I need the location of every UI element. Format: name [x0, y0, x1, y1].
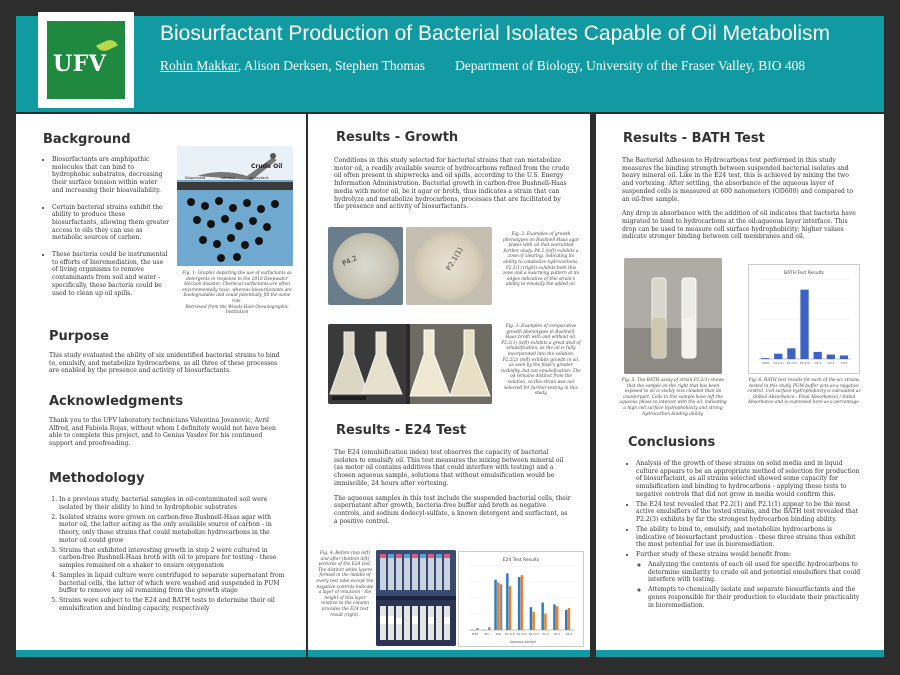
- conclusion-bullet: • The E24 test revealed that P2.2(1) and P2.1(1) appear to be the most active emulsifiers of the tested strains, and the BATH test revealed that P2.2(3) exhibits by far the strongest hydrocarbon binding ability.: [636, 501, 864, 524]
- bar: [840, 355, 848, 359]
- bar: [553, 604, 555, 630]
- acknowledgments-heading: Acknowledgments: [49, 394, 184, 409]
- surfactant-label: surfactant: [249, 175, 269, 180]
- bath-tube-drawing: [624, 258, 722, 374]
- x-tick-label: P2.4: [542, 632, 549, 636]
- e24-chart-xlabel: Aqueous sample: [509, 640, 537, 644]
- x-tick-label: P2.4: [815, 361, 822, 365]
- flask-photos: [328, 324, 492, 404]
- bar: [800, 290, 808, 359]
- bath-chart-title: BATH Test Results: [784, 271, 824, 276]
- x-tick-label: P2.2(1): [516, 632, 528, 636]
- plate-label-right: P2.1(1): [444, 246, 465, 272]
- bar: [774, 354, 782, 359]
- x-tick-label: P2.2(1): [786, 361, 797, 365]
- x-tick-label: P4.1: [828, 361, 835, 365]
- method-step: 5. Strains were subject to the E24 and BATH tests to determine their oil emulsification and binding capacity, respectively: [59, 597, 289, 612]
- fig1-caption-text: Fig. 1: Graphic depicting the use of surfactants as detergents in response to the 2010 Deepwater Horizon disaster. Chemical surfactants are often environmentally toxic, whereas biosurfactants are biodegradable and could potentially fill the same role.: [182, 271, 292, 304]
- bar: [541, 603, 543, 630]
- acknowledgments-text: Thank you to the UFV laboratory technicians Valentina Jovanovic, Avril Alfred, and Fabiola Rojas, without whom I definitely would not have been able to complete this project, and to Genius Vasdev for his continued support and proofreading.: [49, 417, 276, 448]
- conclusions-heading: Conclusions: [628, 435, 716, 450]
- methodology-list: [49, 496, 289, 615]
- bar: [506, 573, 508, 630]
- conclusion-sub-bullet: ◦ Attempts to chemically isolate and separate biosurfactants and the genes responsible for their production to elucidate their practicality in bioremediation.: [648, 586, 864, 609]
- bath-heading: Results - BATH Test: [623, 131, 765, 146]
- method-step: 1. In a previous study, bacterial samples in oil-contaminated soil were isolated by their ability to bind to hydrophobic substrates: [59, 496, 289, 511]
- logo-box: [38, 12, 134, 108]
- middle-column: [308, 114, 590, 657]
- solvent-label: solvent: [221, 175, 235, 180]
- bar: [532, 612, 534, 630]
- e24-chart-title: E24 Test Results: [502, 558, 540, 563]
- x-tick-label: P2.2(3): [799, 361, 811, 365]
- bar: [556, 606, 558, 630]
- e24-chart: [458, 551, 584, 647]
- bath-tube-photo: [624, 258, 722, 374]
- x-tick-label: P4.2: [566, 632, 573, 636]
- x-tick-label: SDS: [495, 632, 502, 636]
- method-step: 2. Isolated strains were grown on carbon-free Bushnell-Haas agar with motor oil, the latter acting as the only available source of carbon - in theory, only those strains that could metabolize hydrocarbons in the motor oil could grow: [59, 514, 289, 545]
- oil-spill-graphic: [177, 146, 293, 266]
- background-bullet: • Biosurfactants are amphipathic molecules that can bind to hydrophobic substrates, decreasing their surface tension within water and increasing their bioavailability.: [52, 156, 170, 195]
- bath-text: [622, 157, 862, 241]
- conclusions-list: [626, 460, 864, 612]
- conclusion-sub-bullet: ◦ Analyzing the contents of each oil used for specific hydrocarbons to determine similarity to crude oil and potential emulsifiers that could interfere with testing.: [648, 561, 864, 584]
- co-authors: , Alison Derksen, Stephen Thomas: [237, 58, 426, 73]
- method-step: 3. Strains that exhibited interesting growth in step 2 were cultured in carbon-free Bushnell-Haas broth with oil to prepare for testing - these samples remained on a shaker to ensure oxygenation: [59, 547, 289, 570]
- poster-title: Biosurfactant Production of Bacterial Isolates Capable of Oil Metabolism: [160, 22, 831, 45]
- fig1-caption: [178, 271, 296, 316]
- bar: [565, 610, 567, 630]
- plate-photo-right: [406, 227, 492, 305]
- bath-paragraph-2: Any drop in absorbance with the addition of oil indicates that bacteria have migrated to bind to hydrocarbons at the oil:aqueous layer interface. This drop can be used to measure cell surface hydrophobicity; higher values indicate stronger binding between cell membranes and oil.: [622, 210, 856, 241]
- flask-drawing: [328, 324, 492, 404]
- growth-heading: Results - Growth: [336, 130, 459, 145]
- e24-tube-drawing: [376, 550, 456, 646]
- e24-paragraph-2: The aqueous samples in this test include the suspended bacterial cells, their supernatant after growth, bacteria-free buffer and broth as negative controls, and sodium dodecyl-sulfate, a known detergent and surfactant, as a positive control.: [334, 494, 571, 525]
- fig4-caption: Fig. 4: Before (top left) and after (bottom left) pictures of the E24 test. The distinct white layers formed in the middle of every test tube except the negative controls indicate a layer of emulsion - the height of this layer relative to the column provides the E24 test result (right).: [316, 551, 374, 618]
- x-tick-label: P2.1(1): [505, 632, 516, 636]
- background-bullet: • Certain bacterial strains exhibit the ability to produce these biosurfactants, allowing them greater access to oils they can use as metabolic sources of carbon.: [52, 204, 170, 243]
- bar: [530, 607, 532, 630]
- crude-oil-label: Crude Oil: [251, 163, 283, 170]
- ufv-logo: [47, 21, 125, 99]
- primary-author: Rohin Makkar: [160, 58, 238, 73]
- fig3-caption: Fig. 3: Examples of comparative growth phenotypes in Bushnell-Haas broth with and without oil. P2.2(1) (left) exhibits a great deal of emulsification, as the oil is fully incorporated into the solution. P2.2(2) (left) exhibits growth in oil, as seen by the flask's greater turbidity, but not emulsification. The oil remains distinct from the solution, so this strain was not selected for further testing in this study.: [501, 324, 581, 397]
- x-tick-label: P2.2(3): [528, 632, 539, 636]
- plate-photo-left: [328, 227, 403, 305]
- bar: [521, 575, 523, 630]
- bar: [787, 348, 795, 359]
- methodology-heading: Methodology: [49, 471, 145, 486]
- middle-column-footer: [308, 650, 590, 657]
- authors-line: [160, 58, 805, 74]
- e24-paragraph-1: The E24 (emulsification index) test observes the capacity of bacterial isolates to emulsify oil. This test measures the mixing between mineral oil (as motor oil contains additives that could interfere with testing) and a chosen aqueous sample, solutions that without emulsification would be immiscible, 24 hours after vortexing.: [334, 449, 564, 487]
- x-tick-label: P2.1(1): [773, 361, 784, 365]
- e24-tube-photos: [376, 550, 456, 646]
- fig2-caption: Fig. 2: Examples of growth phenotypes on Bushnell-Haas agar plates with oil that warranted further study. P4.2 (left) exhibits a zone of clearing, indicating its ability to catabolize hydrocarbons. P2.1(1) (right) exhibits both this zone and a swarming pattern at its edges indicative of this strain's ability to emulsify the added oil.: [502, 232, 580, 288]
- bar: [827, 355, 835, 359]
- conclusion-bullet: [636, 551, 864, 609]
- x-tick-label: PUM: [762, 361, 769, 365]
- bath-paragraph-1: The Bacterial Adhesion to Hydrocarbons test performed in this study measures the binding strength between suspended bacterial isolates and heavy mineral oil. Like in the E24 test, this is achieved by mixing the two and vortexing. After settling, the absorbance of the aqueous layer of suspended cells is measured at 600 nanometers (OD600) and compared to an oil-free sample.: [622, 157, 854, 203]
- bar: [544, 614, 546, 630]
- background-heading: Background: [43, 132, 131, 147]
- bar: [500, 584, 502, 630]
- left-column: [16, 114, 306, 657]
- background-bullet: • These bacteria could be instrumental to efforts of bioremediation, the use of living organisms to remove contaminants from soil and water - specifically, these bacteria could be used to clean up oil spills.: [52, 251, 170, 297]
- e24-text: [334, 449, 572, 525]
- department: Department of Biology, University of the Fraser Valley, BIO 408: [455, 58, 806, 73]
- bar: [494, 580, 496, 630]
- x-tick-label: P4.2: [841, 361, 848, 365]
- plate-label-left: P4.2: [341, 254, 359, 268]
- background-list: [42, 156, 170, 299]
- bar: [497, 582, 499, 630]
- right-column: [596, 114, 884, 657]
- conclusion-bullet: • Analysis of the growth of these strains on solid media and in liquid culture appears to be an appropriate method of selection for production of biosurfactant, as all strains selected showed some capacity for emulsification and binding to hydrocarbons - applying these tests to negative controls that did not grow in media would confirm this.: [636, 460, 864, 499]
- e24-heading: Results - E24 Test: [336, 423, 467, 438]
- purpose-text: This study evaluated the ability of six unidentified bacterial strains to bind to, emulsify, and metabolize hydrocarbons, as all three of these processes are enabled by the presence and activity of biosurfactants.: [49, 352, 280, 375]
- fig1-source: Retrieved from the Woods Hole Oceanographic Institution: [185, 304, 289, 316]
- bar: [518, 577, 520, 630]
- right-column-footer: [596, 650, 884, 657]
- fig5-caption: Fig. 5: The BATH assay of strain P2.2(1) shows that the sample on the right that has been exposed to oil is visibly less clouded than its counterpart. Cells in this sample have left the aqueous phase to interact with the oil, indicating a high cell surface hydrophobicity and strong hydrocarbon binding ability.: [619, 378, 727, 417]
- bar: [814, 352, 822, 359]
- logo-text: UFV: [53, 51, 107, 77]
- method-step: 4. Samples in liquid culture were centrifuged to separate supernatant from bacterial cells, the latter of which were washed and suspended in PUM buffer to remove any oil remaining from the growth stage: [59, 572, 289, 595]
- bath-chart: [748, 264, 860, 374]
- bar: [761, 358, 769, 359]
- bar: [509, 586, 511, 630]
- growth-text: Conditions in this study selected for bacterial strains that can metabolize motor oil, a readily available source of hydrocarbons refined from the crude oil often present in shipwrecks and oil spills, according to the U.S. Energy Information Administration. Bacterial growth in carbon-free Bushnell-Haas media with motor oil, be it agar or broth, thus indicates a strain that can hydrolyze and metabolize hydrocarbons, processes that are facilitated by the presence and activity of biosurfactants.: [334, 157, 570, 211]
- x-tick-label: P4.1: [554, 632, 561, 636]
- conclusion-bullet-text: Further study of these strains would benefit from:: [636, 551, 792, 559]
- bar: [476, 628, 478, 630]
- x-tick-label: PUM: [471, 632, 478, 636]
- dispersant-label: Dispersant: [185, 175, 206, 180]
- x-tick-label: BH: [484, 632, 489, 636]
- bar: [568, 608, 570, 630]
- purpose-heading: Purpose: [49, 329, 109, 344]
- conclusion-bullet: • The ability to bind to, emulsify, and metabolize hydrocarbons is indicative of biosurfactant production - these three strains thus exhibit the most potential for use in bioremediation.: [636, 526, 864, 549]
- fig6-caption: Fig. 6: BATH test results for each of the six strains tested in this study. PUM buffer acts as a negative control. Cell surface hydrophobicity is calculated as (Initial Absorbance - Final Absorbance) / Initial Absorbance and is expressed here as a percentage.: [747, 378, 861, 406]
- left-column-footer: [16, 650, 306, 657]
- bar: [488, 627, 490, 630]
